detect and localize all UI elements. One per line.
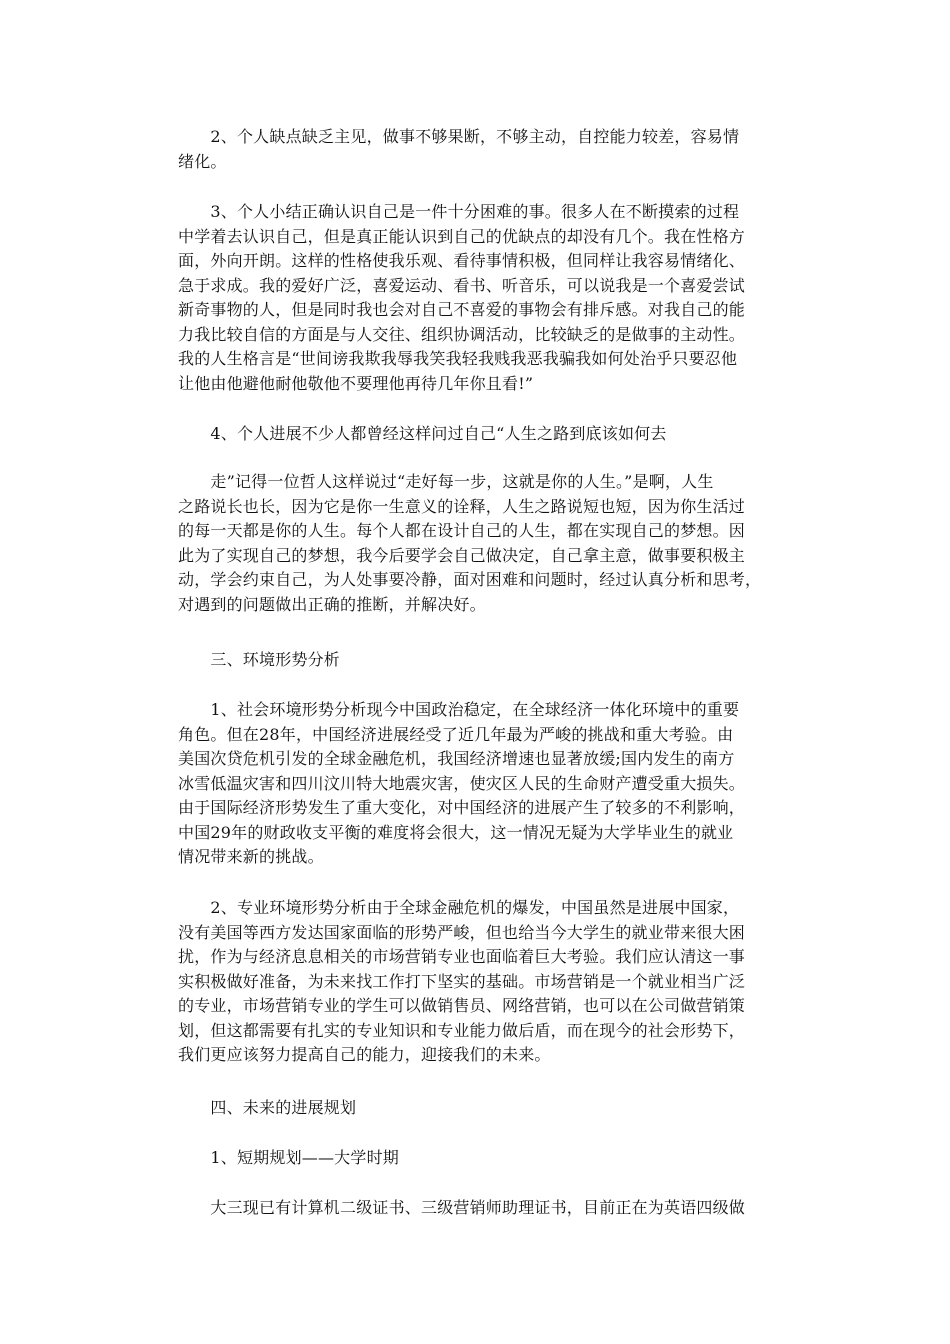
paragraph-professional-environment: 2、专业环境形势分析由于全球金融危机的爆发，中国虽然是进展中国家， 没有美国等西方发达国家面临的形势严峻，但也给当今大学生的就业带来很大困 扰，作为与经济息息相关的市场营销专业也面临着巨大考验。我们应认清这一事 实积极做好准备，为未来找工作打下坚实的基础。市场营销是一个就业相当广泛 的专业，市场营销专业的学生可以做销售员、网络营销，也可以在公司做营销策 划，但这都需要有扎实的专业知识和专业能力做后盾，而在现今的社会形势下， 我们更应该努力提高自己的能力，迎接我们的未来。 <box>178 898 746 1064</box>
paragraph-personal-weakness: 2、个人缺点缺乏主见，做事不够果断，不够主动，自控能力较差，容易情 绪化。 <box>178 127 740 171</box>
paragraph-social-environment: 1、社会环境形势分析现今中国政治稳定，在全球经济一体化环境中的重要 角色。但在28年，中国经济进展经受了近几年最为严峻的挑战和重大考验。由 美国次贷危机引发的全球金融危机，我国经济增速也显著放缓;国内发生的南方 冰雪低温灾害和四川汶川特大地震灾害，使灾区人民的生命财产遭受重大损失。 由于国际经济形势发生了重大变化，对中国经济的进展产生了较多的不利影响， 中国29年的财政收支平衡的难度将会很大，这一情况无疑为大学毕业生的就业 情况带来新的挑战。 <box>178 700 746 866</box>
subheading-short-term-plan: 1、短期规划——大学时期 <box>178 1148 399 1167</box>
paragraph-personal-development-intro: 4、个人进展不少人都曾经这样问过自己“人生之路到底该如何去 <box>178 424 667 443</box>
paragraph-personal-development: 走”记得一位哲人这样说过“走好每一步，这就是你的人生。”是啊，人生 之路说长也长，因为它是你一生意义的诠释，人生之路说短也短，因为你生活过 的每一天都是你的人生。每个人都在设计自己的人生，都在实现自己的梦想。因 此为了实现自己的梦想，我今后要学会自己做决定，自己拿主意，做事要积极主 动，学会约束自己，为人处事要冷静，面对困难和问题时，经过认真分析和思考， 对遇到的问题做出正确的推断，并解决好。 <box>178 472 762 614</box>
section-heading-environment-analysis: 三、环境形势分析 <box>178 650 341 669</box>
paragraph-junior-year-status: 大三现已有计算机二级证书、三级营销师助理证书，目前正在为英语四级做 <box>178 1198 746 1217</box>
section-heading-future-plan: 四、未来的进展规划 <box>178 1098 357 1117</box>
paragraph-personal-summary: 3、个人小结正确认识自己是一件十分困难的事。很多人在不断摸索的过程 中学着去认识自己，但是真正能认识到自己的优缺点的却没有几个。我在性格方 面，外向开朗。这样的性格使我乐观、看待事情积极，但同样让我容易情绪化、 急于求成。我的爱好广泛，喜爱运动、看书、听音乐，可以说我是一个喜爱尝试 新奇事物的人，但是同时我也会对自己不喜爱的事物会有排斥感。对我自己的能 力我比较自信的方面是与人交往、组织协调活动，比较缺乏的是做事的主动性。 我的人生格言是“世间谤我欺我辱我笑我轻我贱我恶我骗我如何处治乎只要忍他 让他由他避他耐他敬他不要理他再待几年你且看!” <box>178 202 746 393</box>
